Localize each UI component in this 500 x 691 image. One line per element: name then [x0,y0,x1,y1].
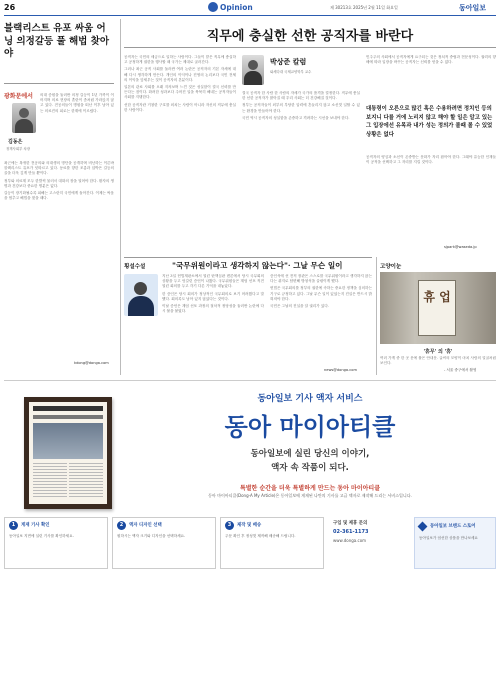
editorial-email[interactable]: sjpark@waseda.jp [444,245,477,249]
ad-contact-site[interactable]: www.donga.com [333,538,367,543]
header-rule [4,15,496,16]
ad-description: 동아 마이아티클(Dong-A My Article)은 동아일보에 게재된 나만의 기사를 고급 액자로 제작해 드리는 서비스입니다. [208,493,412,498]
ad-red-line: 특별한 순간을 더욱 특별하게 만드는 동아 마이아티클 [239,485,381,492]
editorial-paragraph: 정부는 공직자들이 외부의 부당한 압력에 흔들리지 않고 소신껏 일할 수 있는 환경을 만들어야 한다. [242,103,360,113]
framed-photo [33,423,103,459]
ad-step-number: 3 [225,521,234,530]
issue-date: 제 30213호 2025년 2월 11일 화요일 [330,5,398,10]
sidebar-paragraph: 이날 증언은 계엄 선포 과정의 절차적 정당성을 둘러싼 논란에 다시 불을 붙였다. [162,304,264,314]
ad-block [4,380,496,687]
sidebar [124,260,372,376]
editorial-paragraph: 공직자는 국민의 세금으로 일하는 사람이다. 그들이 맡은 직무에 충실하고 공정하게 권한을 행사할 때 국가는 제대로 굴러간다. [124,55,236,65]
photo-caption-text: 여러 가게 중 한 곳 문에 붙은 안내문. 글씨의 모양이 마치 사람의 얼굴처럼 보인다. [380,356,496,366]
person-suit [128,296,154,316]
sidebar-paragraph: 한 증인은 당시 회의가 정상적인 국무회의로 보기 어려웠다고 말했다. 회의록도 남아 있지 않았다는 것이다. [162,291,264,301]
ad-contact-phone[interactable]: 02-361-1173 [333,529,369,535]
sidebar-paragraph: 헌법은 국무회의를 정부의 권한에 속하는 중요한 정책을 심의하는 기구로 규정하고 있다. 그날 무슨 일이 있었는지 진실은 반드시 밝혀져야 한다. [270,286,372,301]
left-body-a [40,93,114,159]
left-paragraph: 정부와 의료계 모두 한발씩 물러서 대화의 장을 열어야 한다. 환자의 생명과 건강보다 중요한 명분은 없다. [4,178,114,188]
ad-step-text: 주문 확인 후 정성껏 제작해 배송해 드립니다. [225,534,296,538]
person-shoulders [15,119,33,133]
column-name-label: 광화문에서 [4,93,33,100]
ad-brand-sub: 동아일보가 엄선한 상품을 만나보세요 [419,536,478,540]
ad-subtitle-2: 액자 속 작품이 되다. [271,463,349,473]
ad-brand-box[interactable] [414,517,496,569]
ad-step-title: 제작 및 배송 [237,523,262,528]
left-divider [4,83,114,84]
editorial-author-photo [242,55,264,85]
editorial-body-right-bottom [366,155,496,241]
sidebar-photo [124,274,158,316]
photo-caption-body [380,356,496,367]
brand-logo-icon [418,522,428,532]
ad-contact-label: 구입 및 제휴 문의 [333,521,368,526]
editorial-paragraph: 민주주의 사회에서 공직자에게 요구되는 것은 정치적 중립과 전문성이다. 권력의 향배에 따라 입장을 바꾸는 공직자는 신뢰를 얻을 수 없다. [366,55,496,65]
editorial-headline: 직무에 충실한 선한 공직자를 바란다 [206,29,414,44]
sidebar-body-left [162,274,264,374]
ad-step-number: 1 [9,521,18,530]
sidebar-paragraph: 국민은 그날의 진실을 알 권리가 있다. [270,304,329,309]
sidebar-headline: "국무위원이라고 생각하지 않는다"· 그날 무슨 일이 [172,261,343,270]
editorial-body-right-top [366,55,496,101]
photo-credit: - 서울 중구에서 촬영 [444,368,477,372]
author-title: 정책사회부 차장 [6,147,31,151]
framed-paper [29,402,107,504]
person-icon [248,60,258,70]
editorial-author-title: 와세다대 국제교양학부 교수 [270,70,312,74]
ad-title: 동아 마이아티클 [224,413,396,441]
ad-brand: 동아일보 브랜드 스토어 [430,524,476,529]
framed-text-right [69,463,103,499]
editorial-body-left [124,55,236,251]
sidebar-tag: 횡설수설 [124,264,146,270]
ad-steps [4,517,496,573]
person-shoulders [244,71,262,85]
editorial-paragraph: 선한 공직자란 거창한 구호를 외치는 사람이 아니라 자신의 직무에 충실한 사람이다. [124,102,236,112]
section-badge [208,2,218,12]
ad-step [220,517,324,569]
ad-step [4,517,108,569]
framed-masthead [33,406,103,411]
ad-step-title: 액자 디자인 선택 [129,523,162,528]
sidebar-paragraph: 지난 3일 헌법재판소에서 열린 탄핵심판 변론에서 당시 국무회의 상황을 두고 엇갈린 증언이 나왔다. 국무위원들은 계엄 선포 직전 열린 회의를 두고 각기 다른 기억을 내놓았다. [162,274,264,289]
author-photo [12,103,36,133]
photo-image [380,272,496,344]
left-paragraph: 갈등이 장기화될수록 피해는 고스란히 국민에게 돌아간다. 이제는 싸움을 멈추고 해법을 찾을 때다. [4,191,114,201]
editorial [124,19,496,255]
sidebar-body-right [270,274,372,366]
sign-board [418,280,456,336]
ad-step-title: 게재 기사 확인 [21,523,50,528]
column-divider [120,19,121,375]
sidebar-paragraph: 증인석에 선 전직 장관은 스스로를 국무위원이라고 생각하지 않는다는 취지로 답변해 방청석을 술렁이게 했다. [270,274,372,284]
editorial-paragraph: 공직자의 양심과 소신이 존중받는 문화가 자리 잡아야 한다. 그래야 유능한 인재들이 공직을 선택하고 그 자리를 지킬 것이다. [366,155,496,165]
ad-top-text: 동아일보 기사 액자 서비스 [257,394,363,404]
sign-text: 휴 업 [423,290,451,304]
framed-article-illustration [24,397,112,509]
page-header [0,0,500,16]
left-column [4,19,116,373]
editorial-paragraph: 국민 역시 공직자의 성실함을 존중하고 격려하는 시선을 보내야 한다. [242,115,350,120]
framed-text-left [33,463,67,499]
ad-step-text: 동아일보 지면에 실린 기사를 확인하세요. [9,534,74,538]
left-body-b [4,161,114,351]
editorial-paragraph: 결국 공직자 한 사람 한 사람의 자세가 국가의 품격을 결정한다. 직무에 충실한 선한 공직자가 많아질 때 우리 사회는 더 건강해질 것이다. [242,91,360,101]
ad-step-number: 2 [117,521,126,530]
left-paragraph: 최근에는 복귀한 전공의와 의대생의 명단을 공개하며 비난하는 이른바 블랙리스트 유포가 잇따르고 있다. 동료를 향한 조롱과 압박은 갈등의 골을 더욱 깊게 만들 뿐이다. [4,161,114,176]
person-icon [19,108,29,118]
framed-headline [33,415,103,419]
photo-box-tag: 고양이눈 [380,264,402,270]
ad-step [112,517,216,569]
ad-step-text: 원하시는 액자 크기와 디자인을 선택하세요. [117,534,186,538]
masthead: 동아일보 [459,4,487,12]
sidebar-top-rule [124,257,372,258]
left-paragraph: 의대 증원을 둘러싼 의정 갈등이 1년 가까이 이어지며 의료 현장의 혼란이 좀처럼 가라앉지 않고 있다. 전공의들이 병원을 떠난 이후 남아 있는 의료진의 피로는 한계에 이르렀다. [40,93,114,113]
photo-caption-title: '휴무' 의 '휴' [423,349,453,355]
editorial-paragraph: 그러나 최근 공직 사회를 둘러싼 여러 논란은 공직자의 기본 자세에 대해 다시 생각하게 만든다. 개인의 이익이나 진영의 논리보다 국민 전체의 이익을 앞세우는 것이 공직자의 본분이다. [124,67,236,82]
section-title: Opinion [220,3,253,12]
editorial-divider [124,47,496,48]
photo-divider [376,257,377,375]
page-number: 26 [4,3,16,12]
person-icon [134,282,147,295]
left-headline: 블랙리스트 유포 싸움 어닝 의정갈등 풀 해법 찾아야 [4,23,109,59]
editorial-pullquote: 대통령이 오른으로 많긴 혹은 수용하려면 정치인 등의 보지니 다를 거에 노리지 않고 해야 할 일은 알고 있는 그 입장에선 유목과 내가 성는 정의가 볼때 볼 수 있었 상황은 없다 [366,106,493,138]
ad-contact [330,517,410,569]
editorial-body-mid [242,91,360,251]
ad-subtitle-1: 동아일보에 실린 당신의 이야기, [250,449,370,459]
photo-box [380,260,496,376]
editorial-paragraph: 일본의 관료 사회를 오래 지켜보며 느낀 것은 성실함이 결국 신뢰를 만든다는 점이다. 화려한 성과보다 주어진 일을 묵묵히 해내는 공직자들이 사회를 지탱한다. [124,85,236,100]
editorial-author-name: 박상준 칼럼 [270,58,307,66]
author-name: 김동은 [8,139,23,145]
sidebar-email[interactable]: news@donga.com [324,368,357,372]
left-email[interactable]: kdong@donga.com [74,361,109,365]
